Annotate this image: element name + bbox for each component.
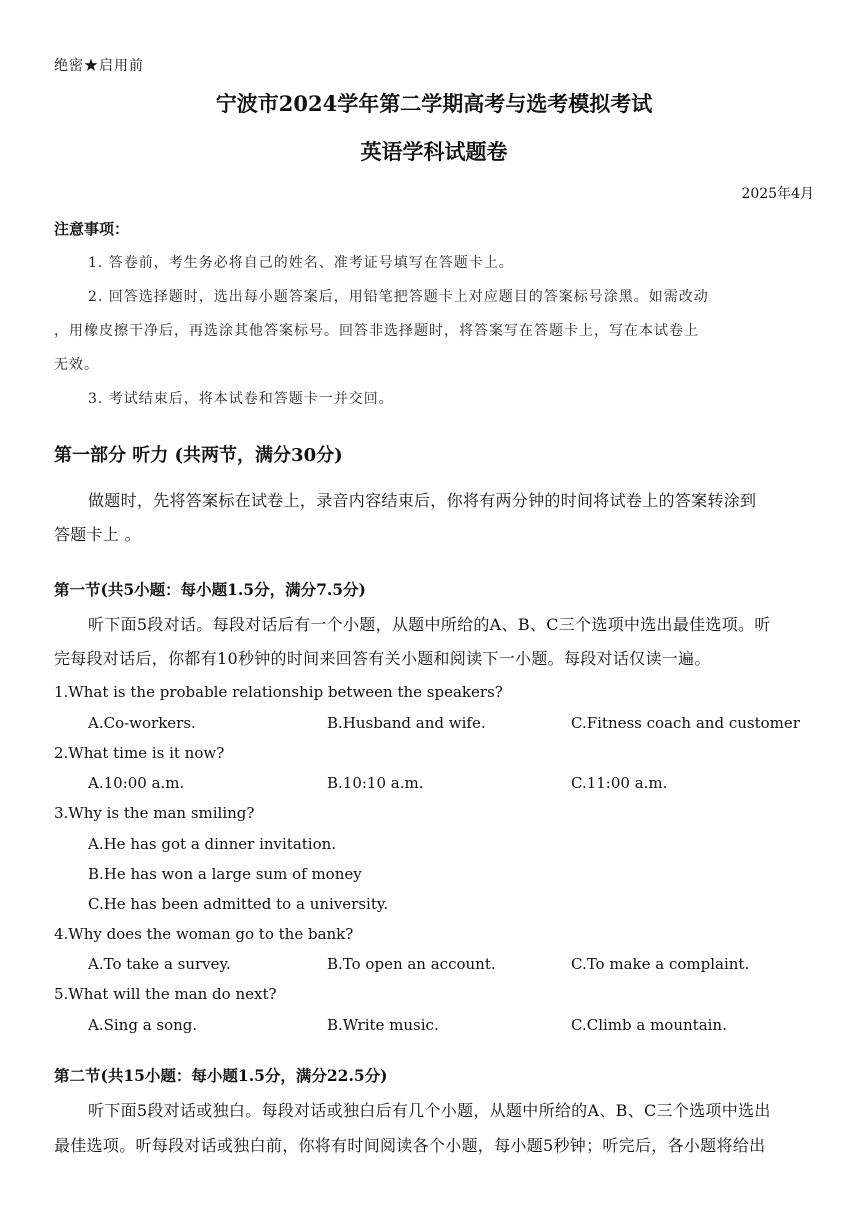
- question-2: 2.What time is it now?: [54, 744, 225, 762]
- question-3: 3.Why is the man smiling?: [54, 804, 255, 822]
- q1-option-c: C.Fitness coach and customer: [571, 714, 800, 732]
- q4-option-b: B.To open an account.: [327, 955, 496, 973]
- q2-option-c: C.11:00 a.m.: [571, 774, 668, 792]
- q3-option-c: C.He has been admitted to a university.: [88, 895, 389, 913]
- question-1: 1.What is the probable relationship between the speakers?: [54, 683, 503, 701]
- section1-intro-cont: 完每段对话后，你都有10秒钟的时间来回答有关小题和阅读下一小题。每段对话仅读一遍。: [54, 649, 711, 668]
- notice-item-2-end: 无效。: [54, 357, 99, 373]
- q1-option-a: A.Co-workers.: [88, 714, 196, 732]
- exam-date: 2025年4月: [741, 186, 814, 202]
- question-4: 4.Why does the woman go to the bank?: [54, 925, 354, 943]
- part1-intro: 做题时，先将答案标在试卷上，录音内容结束后，你将有两分钟的时间将试卷上的答案转涂到: [88, 491, 757, 510]
- notice-heading: 注意事项：: [54, 220, 130, 238]
- q5-option-a: A.Sing a song.: [88, 1016, 198, 1034]
- q5-option-b: B.Write music.: [327, 1016, 439, 1034]
- section1-heading: 第一节(共5小题：每小题1.5分，满分7.5分): [54, 580, 366, 599]
- q2-option-a: A.10:00 a.m.: [88, 774, 185, 792]
- question-5: 5.What will the man do next?: [54, 985, 277, 1003]
- q2-option-b: B.10:10 a.m.: [327, 774, 424, 792]
- notice-item-2: 2. 回答选择题时，选出每小题答案后，用铅笔把答题卡上对应题目的答案标号涂黑。如需改动: [88, 289, 709, 305]
- part1-heading: 第一部分 听力 (共两节，满分30分): [54, 445, 343, 466]
- q4-option-c: C.To make a complaint.: [571, 955, 750, 973]
- q3-option-b: B.He has won a large sum of money: [88, 865, 362, 883]
- notice-item-3: 3. 考试结束后，将本试卷和答题卡一并交回。: [88, 391, 394, 407]
- section2-intro-cont: 最佳选项。听每段对话或独白前，你将有时间阅读各个小题，每小题5秒钟；听完后，各小题将给出: [54, 1136, 766, 1155]
- confidential-label: 绝密★启用前: [54, 58, 144, 74]
- q4-option-a: A.To take a survey.: [88, 955, 231, 973]
- q1-option-b: B.Husband and wife.: [327, 714, 486, 732]
- notice-item-1: 1. 答卷前，考生务必将自己的姓名、准考证号填写在答题卡上。: [88, 255, 514, 271]
- section2-heading: 第二节(共15小题：每小题1.5分，满分22.5分): [54, 1066, 388, 1085]
- part1-intro-cont: 答题卡上 。: [54, 525, 141, 544]
- section1-intro: 听下面5段对话。每段对话后有一个小题，从题中所给的A、B、C三个选项中选出最佳选项。听: [88, 615, 771, 634]
- section2-intro: 听下面5段对话或独白。每段对话或独白后有几个小题，从题中所给的A、B、C三个选项中选出: [88, 1101, 771, 1120]
- exam-title: 宁波市2024学年第二学期高考与选考模拟考试: [215, 91, 653, 116]
- subject-title: 英语学科试题卷: [360, 139, 508, 164]
- notice-item-2-cont: ，用橡皮擦干净后，再选涂其他答案标号。回答非选择题时，将答案写在答题卡上，写在本试卷上: [54, 323, 699, 339]
- q3-option-a: A.He has got a dinner invitation.: [88, 835, 337, 853]
- q5-option-c: C.Climb a mountain.: [571, 1016, 727, 1034]
